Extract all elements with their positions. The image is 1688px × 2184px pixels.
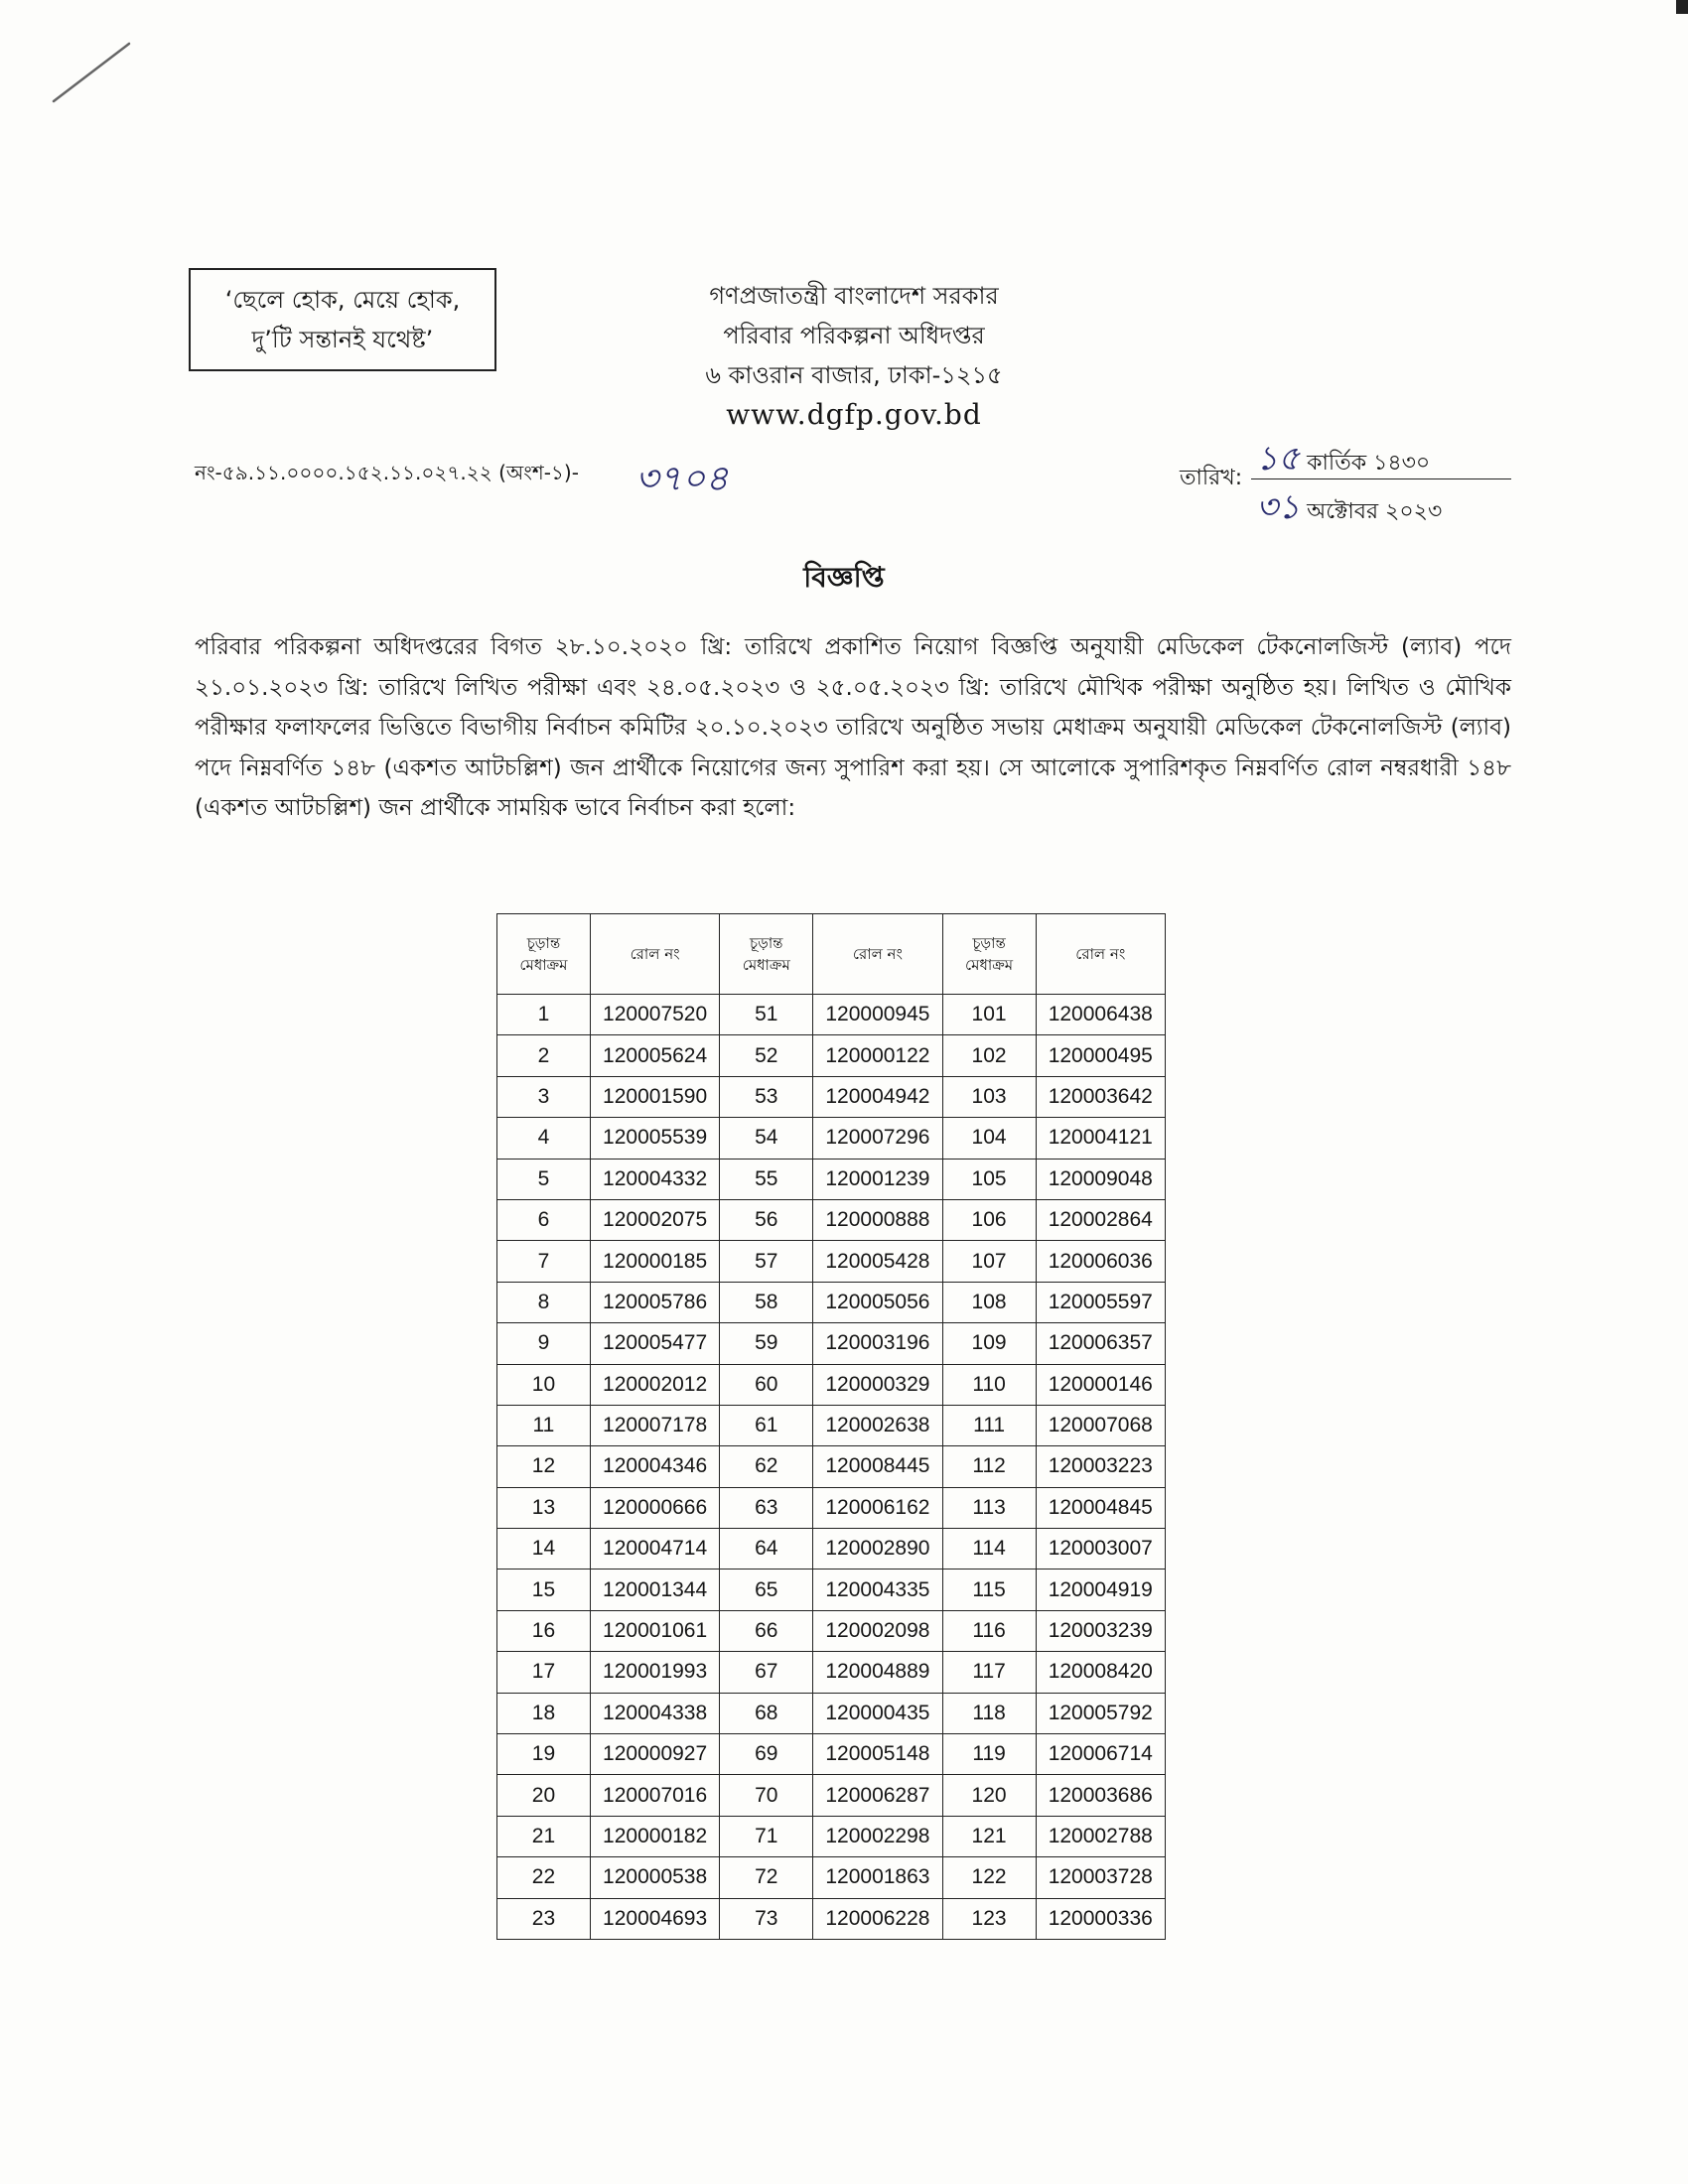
roll-cell: 120006287 [813, 1775, 942, 1816]
table-row [497, 1734, 1166, 1775]
merit-cell: 60 [720, 1364, 813, 1405]
roll-cell: 120005539 [590, 1118, 719, 1159]
roll-cell: 120007016 [590, 1775, 719, 1816]
roll-cell: 120005428 [813, 1241, 942, 1282]
table-row [497, 1159, 1166, 1199]
merit-cell: 9 [497, 1323, 591, 1364]
table-row [497, 1898, 1166, 1939]
notice-paragraph: পরিবার পরিকল্পনা অধিদপ্তরের বিগত ২৮.১০.২০২০ খ্রি: তারিখে প্রকাশিত নিয়োগ বিজ্ঞপ্তি অনুযায়ী মেডিকেল টেকনোলজিস্ট (ল্যাব) পদে ২১.০১.২০২৩ খ্রি: তারিখে লিখিত পরীক্ষা এবং ২৪.০৫.২০২৩ ও ২৫.০৫.২০২৩ খ্রি: তারিখে মৌখিক পরীক্ষা অনুষ্ঠিত হয়। লিখিত ও মৌখিক পরীক্ষার ফলাফলের ভিত্তিতে বিভাগীয় নির্বাচন কমিটির ২০.১০.২০২৩ তারিখে অনুষ্ঠিত সভায় মেধাক্রম অনুযায়ী মেডিকেল টেকনোলজিস্ট (ল্যাব) পদে নিম্নবর্ণিত ১৪৮ (একশত আটচল্লিশ) জন প্রার্থীকে নিয়োগের জন্য সুপারিশ করা হয়। সে আলোকে সুপারিশকৃত নিম্নবর্ণিত রোল নম্বরধারী ১৪৮ (একশত আটচল্লিশ) জন প্রার্থীকে সাময়িক ভাবে নির্বাচন করা হলো: [195, 634, 1511, 821]
table-row [497, 1076, 1166, 1117]
roll-cell: 120000329 [813, 1364, 942, 1405]
govt-name: গণপ্রজাতন্ত্রী বাংলাদেশ সরকার [709, 282, 999, 310]
roll-cell: 120006714 [1036, 1734, 1165, 1775]
roll-cell: 120004919 [1036, 1570, 1165, 1610]
result-table [496, 913, 1166, 1940]
merit-cell: 68 [720, 1693, 813, 1733]
merit-cell: 121 [942, 1816, 1036, 1856]
roll-cell: 120004714 [590, 1529, 719, 1570]
website-link[interactable]: www.dgfp.gov.bd [726, 398, 982, 431]
merit-cell: 59 [720, 1323, 813, 1364]
roll-cell: 120002788 [1036, 1816, 1165, 1856]
date-english-rest: অক্টোবর ২০২৩ [1307, 499, 1443, 524]
roll-cell: 120000495 [1036, 1035, 1165, 1076]
merit-cell: 108 [942, 1282, 1036, 1322]
roll-cell: 120002864 [1036, 1199, 1165, 1240]
merit-cell: 101 [942, 995, 1036, 1035]
merit-cell: 20 [497, 1775, 591, 1816]
table-row [497, 1035, 1166, 1076]
merit-cell: 57 [720, 1241, 813, 1282]
pen-stroke-mark [50, 40, 149, 109]
roll-cell: 120006162 [813, 1487, 942, 1528]
table-row [497, 1364, 1166, 1405]
merit-cell: 72 [720, 1857, 813, 1898]
roll-cell: 120002638 [813, 1405, 942, 1445]
merit-cell: 111 [942, 1405, 1036, 1445]
roll-cell: 120002298 [813, 1816, 942, 1856]
merit-cell: 10 [497, 1364, 591, 1405]
merit-cell: 106 [942, 1199, 1036, 1240]
roll-cell: 120001590 [590, 1076, 719, 1117]
merit-cell: 64 [720, 1529, 813, 1570]
merit-cell: 6 [497, 1199, 591, 1240]
merit-cell: 2 [497, 1035, 591, 1076]
merit-cell: 69 [720, 1734, 813, 1775]
roll-cell: 120005477 [590, 1323, 719, 1364]
merit-cell: 18 [497, 1693, 591, 1733]
roll-cell: 120002075 [590, 1199, 719, 1240]
merit-cell: 4 [497, 1118, 591, 1159]
roll-cell: 120004332 [590, 1159, 719, 1199]
roll-cell: 120003686 [1036, 1775, 1165, 1816]
merit-cell: 61 [720, 1405, 813, 1445]
table-row [497, 1405, 1166, 1445]
merit-cell: 22 [497, 1857, 591, 1898]
table-row [497, 1570, 1166, 1610]
roll-cell: 120004889 [813, 1652, 942, 1693]
roll-cell: 120006357 [1036, 1323, 1165, 1364]
dept-address: ৬ কাওরান বাজার, ঢাকা-১২১৫ [705, 361, 1003, 389]
table-row [497, 1282, 1166, 1322]
roll-cell: 120004845 [1036, 1487, 1165, 1528]
table-row [497, 1118, 1166, 1159]
merit-cell: 117 [942, 1652, 1036, 1693]
roll-cell: 120002012 [590, 1364, 719, 1405]
roll-cell: 120006438 [1036, 995, 1165, 1035]
merit-cell: 14 [497, 1529, 591, 1570]
date-bengali-day: ১৫ [1256, 439, 1301, 478]
table-row [497, 995, 1166, 1035]
merit-header: চূড়ান্ত মেধাক্রম [942, 914, 1036, 995]
roll-cell: 120001061 [590, 1610, 719, 1651]
dept-name: পরিবার পরিকল্পনা অধিদপ্তর [723, 322, 985, 349]
roll-cell: 120000927 [590, 1734, 719, 1775]
merit-cell: 53 [720, 1076, 813, 1117]
roll-cell: 120005056 [813, 1282, 942, 1322]
merit-cell: 66 [720, 1610, 813, 1651]
merit-cell: 113 [942, 1487, 1036, 1528]
merit-header: চূড়ান্ত মেধাক্রম [497, 914, 591, 995]
roll-cell: 120004121 [1036, 1118, 1165, 1159]
roll-cell: 120000538 [590, 1857, 719, 1898]
roll-cell: 120004346 [590, 1446, 719, 1487]
slogan-line-1: ‘ছেলে হোক, মেয়ে হোক, [224, 286, 461, 314]
roll-cell: 120006228 [813, 1898, 942, 1939]
table-row [497, 1857, 1166, 1898]
roll-cell: 120004335 [813, 1570, 942, 1610]
roll-cell: 120007296 [813, 1118, 942, 1159]
roll-cell: 120002098 [813, 1610, 942, 1651]
roll-cell: 120008420 [1036, 1652, 1165, 1693]
merit-cell: 11 [497, 1405, 591, 1445]
roll-cell: 120000185 [590, 1241, 719, 1282]
roll-cell: 120003223 [1036, 1446, 1165, 1487]
table-row [497, 1693, 1166, 1733]
merit-cell: 73 [720, 1898, 813, 1939]
date-divider [1251, 478, 1511, 479]
merit-cell: 8 [497, 1282, 591, 1322]
merit-cell: 13 [497, 1487, 591, 1528]
merit-cell: 1 [497, 995, 591, 1035]
roll-cell: 120008445 [813, 1446, 942, 1487]
merit-cell: 63 [720, 1487, 813, 1528]
roll-cell: 120000122 [813, 1035, 942, 1076]
roll-cell: 120001239 [813, 1159, 942, 1199]
merit-cell: 118 [942, 1693, 1036, 1733]
merit-cell: 116 [942, 1610, 1036, 1651]
table-row [497, 1816, 1166, 1856]
merit-cell: 120 [942, 1775, 1036, 1816]
roll-cell: 120006036 [1036, 1241, 1165, 1282]
date-bengali-rest: কার্তিক ১৪৩০ [1307, 451, 1431, 476]
roll-header: রোল নং [590, 914, 719, 995]
merit-cell: 15 [497, 1570, 591, 1610]
roll-cell: 120005148 [813, 1734, 942, 1775]
merit-cell: 7 [497, 1241, 591, 1282]
roll-cell: 120005597 [1036, 1282, 1165, 1322]
roll-cell: 120003239 [1036, 1610, 1165, 1651]
roll-cell: 120004693 [590, 1898, 719, 1939]
merit-cell: 55 [720, 1159, 813, 1199]
roll-cell: 120003196 [813, 1323, 942, 1364]
merit-cell: 56 [720, 1199, 813, 1240]
merit-cell: 115 [942, 1570, 1036, 1610]
roll-cell: 120000146 [1036, 1364, 1165, 1405]
slogan-line-2: দু’টি সন্তানই যথেষ্ট’ [251, 326, 434, 353]
merit-cell: 109 [942, 1323, 1036, 1364]
roll-cell: 120005792 [1036, 1693, 1165, 1733]
roll-header: রোল নং [813, 914, 942, 995]
merit-cell: 62 [720, 1446, 813, 1487]
merit-cell: 123 [942, 1898, 1036, 1939]
date-english [1256, 481, 1442, 538]
roll-cell: 120003007 [1036, 1529, 1165, 1570]
roll-cell: 120005786 [590, 1282, 719, 1322]
merit-cell: 52 [720, 1035, 813, 1076]
roll-cell: 120004942 [813, 1076, 942, 1117]
merit-cell: 71 [720, 1816, 813, 1856]
merit-cell: 105 [942, 1159, 1036, 1199]
merit-cell: 19 [497, 1734, 591, 1775]
roll-cell: 120003728 [1036, 1857, 1165, 1898]
roll-cell: 120000336 [1036, 1898, 1165, 1939]
table-row [497, 1323, 1166, 1364]
table-row [497, 1241, 1166, 1282]
letterhead [596, 276, 1112, 435]
date-english-day: ৩১ [1256, 487, 1301, 527]
merit-cell: 16 [497, 1610, 591, 1651]
notice-title: বিজ্ঞপ্তি [803, 561, 885, 594]
merit-cell: 5 [497, 1159, 591, 1199]
roll-cell: 120007520 [590, 995, 719, 1035]
merit-cell: 110 [942, 1364, 1036, 1405]
merit-cell: 12 [497, 1446, 591, 1487]
roll-cell: 120000666 [590, 1487, 719, 1528]
table-row [497, 1775, 1166, 1816]
table-row [497, 1652, 1166, 1693]
memo-number: ৩৭০৪ [635, 459, 729, 499]
merit-cell: 67 [720, 1652, 813, 1693]
merit-cell: 122 [942, 1857, 1036, 1898]
table-row [497, 1487, 1166, 1528]
roll-cell: 120002890 [813, 1529, 942, 1570]
table-header-row [497, 914, 1166, 995]
roll-cell: 120000435 [813, 1693, 942, 1733]
roll-cell: 120004338 [590, 1693, 719, 1733]
merit-cell: 70 [720, 1775, 813, 1816]
roll-header: রোল নং [1036, 914, 1165, 995]
roll-cell: 120007178 [590, 1405, 719, 1445]
roll-cell: 120001344 [590, 1570, 719, 1610]
slogan-box [189, 268, 496, 371]
merit-cell: 112 [942, 1446, 1036, 1487]
roll-cell: 120003642 [1036, 1076, 1165, 1117]
merit-cell: 54 [720, 1118, 813, 1159]
merit-cell: 104 [942, 1118, 1036, 1159]
table-row [497, 1529, 1166, 1570]
roll-cell: 120001863 [813, 1857, 942, 1898]
roll-cell: 120007068 [1036, 1405, 1165, 1445]
roll-cell: 120000182 [590, 1816, 719, 1856]
table-row [497, 1610, 1166, 1651]
merit-header: চূড়ান্ত মেধাক্রম [720, 914, 813, 995]
merit-cell: 119 [942, 1734, 1036, 1775]
merit-cell: 3 [497, 1076, 591, 1117]
table-row [497, 1446, 1166, 1487]
merit-cell: 23 [497, 1898, 591, 1939]
roll-cell: 120000888 [813, 1199, 942, 1240]
table-body [497, 995, 1166, 1940]
roll-cell: 120009048 [1036, 1159, 1165, 1199]
roll-cell: 120005624 [590, 1035, 719, 1076]
merit-cell: 103 [942, 1076, 1036, 1117]
roll-cell: 120001993 [590, 1652, 719, 1693]
date-label: তারিখ: [1180, 466, 1243, 490]
merit-cell: 58 [720, 1282, 813, 1322]
scan-edge-mark [1676, 0, 1688, 14]
merit-cell: 107 [942, 1241, 1036, 1282]
roll-cell: 120000945 [813, 995, 942, 1035]
merit-cell: 17 [497, 1652, 591, 1693]
table-row [497, 1199, 1166, 1240]
merit-cell: 114 [942, 1529, 1036, 1570]
merit-cell: 102 [942, 1035, 1036, 1076]
merit-cell: 21 [497, 1816, 591, 1856]
merit-cell: 65 [720, 1570, 813, 1610]
memo-prefix: নং-৫৯.১১.০০০০.১৫২.১১.০২৭.২২ (অংশ-১)- [195, 461, 579, 484]
merit-cell: 51 [720, 995, 813, 1035]
